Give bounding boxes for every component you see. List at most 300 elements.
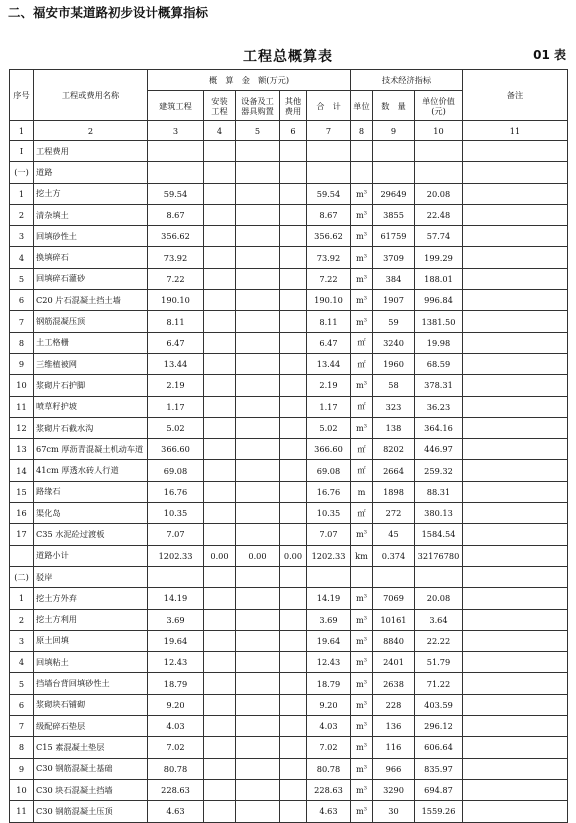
equipment-cell: [236, 439, 280, 460]
seq-cell: 5: [10, 673, 34, 694]
seq-cell: 8: [10, 332, 34, 353]
install-cell: [204, 204, 236, 225]
unit-text: ㎡: [357, 443, 366, 454]
table-row: [10, 417, 568, 438]
other-cell: [280, 226, 307, 247]
construction-cell: 18.79: [148, 673, 204, 694]
remark-cell: [463, 566, 568, 587]
install-cell: [204, 566, 236, 587]
quantity-cell: 1907: [373, 290, 415, 311]
unit-text: m: [356, 188, 364, 199]
other-cell: [280, 417, 307, 438]
equipment-cell: [236, 226, 280, 247]
equipment-cell: [236, 503, 280, 524]
other-cell: [280, 162, 307, 183]
unit-price-cell: 188.01: [415, 268, 463, 289]
col-number: 10: [415, 121, 463, 141]
other-cell: [280, 268, 307, 289]
seq-cell: 2: [10, 204, 34, 225]
unit-text: m: [356, 657, 364, 668]
equipment-cell: [236, 524, 280, 545]
table-row: [10, 183, 568, 204]
name-cell: 回填粘土: [34, 652, 148, 673]
remark-cell: [463, 439, 568, 460]
other-cell: [280, 588, 307, 609]
name-cell: 67cm 厚沥青混凝土机动车道: [34, 439, 148, 460]
name-cell: 喷草籽护坡: [34, 396, 148, 417]
install-cell: [204, 673, 236, 694]
seq-cell: [10, 545, 34, 566]
unit-text: m: [356, 210, 364, 221]
col-number: 11: [463, 121, 568, 141]
unit-cell: [351, 758, 373, 779]
unit-price-cell: 19.98: [415, 332, 463, 353]
remark-cell: [463, 630, 568, 651]
total-cell: 9.20: [307, 694, 351, 715]
name-cell: 浆砌块石铺砌: [34, 694, 148, 715]
unit-price-cell: 380.13: [415, 503, 463, 524]
quantity-cell: 2664: [373, 460, 415, 481]
unit-superscript: 3: [363, 742, 367, 749]
col-number: 6: [280, 121, 307, 141]
name-cell: 回填碎石灌砂: [34, 268, 148, 289]
unit-superscript: 3: [363, 700, 367, 707]
equipment-cell: [236, 630, 280, 651]
seq-cell: 10: [10, 375, 34, 396]
quantity-cell: 2401: [373, 652, 415, 673]
seq-cell: (一): [10, 162, 34, 183]
total-cell: [307, 566, 351, 587]
table-row: [10, 162, 568, 183]
unit-price-cell: 378.31: [415, 375, 463, 396]
unit-price-cell: 51.79: [415, 652, 463, 673]
unit-text: m: [356, 763, 364, 774]
remark-cell: [463, 694, 568, 715]
other-cell: [280, 396, 307, 417]
quantity-cell: 8840: [373, 630, 415, 651]
unit-cell: [351, 609, 373, 630]
remark-cell: [463, 353, 568, 374]
install-cell: [204, 694, 236, 715]
seq-cell: Ⅰ: [10, 141, 34, 162]
construction-cell: 73.92: [148, 247, 204, 268]
equipment-cell: [236, 332, 280, 353]
unit-price-cell: [415, 141, 463, 162]
other-cell: [280, 801, 307, 822]
quantity-cell: 59: [373, 311, 415, 332]
unit-superscript: 3: [363, 636, 367, 643]
unit-text: m: [356, 273, 364, 284]
name-cell: C15 素混凝土垫层: [34, 737, 148, 758]
unit-text: m: [356, 721, 364, 732]
total-cell: 8.11: [307, 311, 351, 332]
total-cell: 13.44: [307, 353, 351, 374]
construction-cell: 6.47: [148, 332, 204, 353]
seq-cell: 9: [10, 758, 34, 779]
name-cell: C30 块石混凝土挡墙: [34, 779, 148, 800]
name-cell: 工程费用: [34, 141, 148, 162]
unit-text: m: [356, 231, 364, 242]
name-cell: 原土回填: [34, 630, 148, 651]
table-row: [10, 353, 568, 374]
quantity-cell: 7069: [373, 588, 415, 609]
construction-cell: 2.19: [148, 375, 204, 396]
other-cell: [280, 290, 307, 311]
unit-text: m: [356, 423, 364, 433]
seq-cell: 1: [10, 588, 34, 609]
unit-text: m: [356, 614, 364, 625]
unit-price-cell: 36.23: [415, 396, 463, 417]
install-cell: [204, 609, 236, 630]
install-cell: [204, 375, 236, 396]
construction-cell: [148, 162, 204, 183]
install-cell: [204, 630, 236, 651]
table-row: [10, 524, 568, 545]
table-row: [10, 141, 568, 162]
header-name: 工程或费用名称: [34, 70, 148, 121]
unit-text: km: [355, 550, 368, 561]
construction-cell: 190.10: [148, 290, 204, 311]
other-cell: [280, 204, 307, 225]
total-cell: 366.60: [307, 439, 351, 460]
remark-cell: [463, 545, 568, 566]
seq-cell: 7: [10, 716, 34, 737]
unit-price-cell: [415, 566, 463, 587]
unit-price-cell: 446.97: [415, 439, 463, 460]
name-cell: 挖土方利用: [34, 609, 148, 630]
remark-cell: [463, 311, 568, 332]
table-row: [10, 566, 568, 587]
unit-cell: [351, 268, 373, 289]
equipment-cell: [236, 566, 280, 587]
construction-cell: 69.08: [148, 460, 204, 481]
unit-text: m: [356, 252, 364, 263]
remark-cell: [463, 375, 568, 396]
unit-text: ㎡: [357, 358, 366, 369]
other-cell: [280, 652, 307, 673]
unit-cell: [351, 162, 373, 183]
table-row: [10, 545, 568, 566]
other-cell: [280, 460, 307, 481]
budget-table: [9, 69, 568, 823]
equipment-cell: [236, 481, 280, 502]
table-body: [10, 141, 568, 823]
total-cell: 1.17: [307, 396, 351, 417]
col-number: 1: [10, 121, 34, 141]
unit-superscript: 3: [363, 189, 367, 195]
name-cell: 挖土方外弃: [34, 588, 148, 609]
other-cell: [280, 141, 307, 162]
construction-cell: 8.67: [148, 204, 204, 225]
unit-price-cell: 694.87: [415, 779, 463, 800]
unit-superscript: 3: [363, 657, 367, 664]
unit-text: m: [356, 678, 364, 689]
unit-superscript: 3: [363, 593, 367, 600]
total-cell: 18.79: [307, 673, 351, 694]
install-cell: [204, 758, 236, 779]
install-cell: [204, 716, 236, 737]
quantity-cell: [373, 141, 415, 162]
col-number: 9: [373, 121, 415, 141]
equipment-cell: [236, 204, 280, 225]
seq-cell: 13: [10, 439, 34, 460]
remark-cell: [463, 332, 568, 353]
table-row: [10, 588, 568, 609]
total-cell: 356.62: [307, 226, 351, 247]
equipment-cell: [236, 290, 280, 311]
table-row: [10, 439, 568, 460]
total-cell: 7.07: [307, 524, 351, 545]
other-cell: [280, 311, 307, 332]
install-cell: [204, 588, 236, 609]
other-cell: [280, 630, 307, 651]
seq-cell: 16: [10, 503, 34, 524]
total-cell: 190.10: [307, 290, 351, 311]
remark-cell: [463, 290, 568, 311]
remark-cell: [463, 247, 568, 268]
unit-superscript: 3: [363, 614, 367, 621]
unit-superscript: 3: [363, 231, 367, 238]
unit-price-cell: 996.84: [415, 290, 463, 311]
remark-cell: [463, 801, 568, 822]
unit-cell: [351, 226, 373, 247]
unit-cell: [351, 566, 373, 587]
remark-cell: [463, 268, 568, 289]
unit-cell: [351, 375, 373, 396]
quantity-cell: 966: [373, 758, 415, 779]
construction-cell: 16.76: [148, 481, 204, 502]
total-cell: 3.69: [307, 609, 351, 630]
name-cell: 钢筋混凝压顶: [34, 311, 148, 332]
table-row: [10, 290, 568, 311]
unit-superscript: 3: [363, 678, 367, 685]
name-cell: 驳岸: [34, 566, 148, 587]
col-number: 7: [307, 121, 351, 141]
quantity-cell: 116: [373, 737, 415, 758]
seq-cell: 14: [10, 460, 34, 481]
quantity-cell: 1898: [373, 481, 415, 502]
install-cell: [204, 652, 236, 673]
seq-cell: 10: [10, 779, 34, 800]
seq-cell: 15: [10, 481, 34, 502]
table-row: [10, 801, 568, 822]
name-cell: 浆砌片石截水沟: [34, 417, 148, 438]
construction-cell: 4.63: [148, 801, 204, 822]
equipment-cell: [236, 779, 280, 800]
unit-cell: [351, 503, 373, 524]
equipment-cell: [236, 396, 280, 417]
seq-cell: 4: [10, 247, 34, 268]
unit-cell: [351, 332, 373, 353]
quantity-cell: 58: [373, 375, 415, 396]
column-number-row: [10, 121, 568, 141]
total-cell: 19.64: [307, 630, 351, 651]
equipment-cell: [236, 311, 280, 332]
total-cell: [307, 162, 351, 183]
name-cell: C30 钢筋混凝土基础: [34, 758, 148, 779]
table-row: [10, 311, 568, 332]
install-cell: [204, 332, 236, 353]
equipment-cell: [236, 417, 280, 438]
name-cell: 挖土方: [34, 183, 148, 204]
total-cell: 2.19: [307, 375, 351, 396]
unit-cell: [351, 801, 373, 822]
total-cell: 5.02: [307, 417, 351, 438]
construction-cell: 10.35: [148, 503, 204, 524]
other-cell: [280, 353, 307, 374]
unit-cell: [351, 737, 373, 758]
other-cell: [280, 716, 307, 737]
install-cell: [204, 353, 236, 374]
remark-cell: [463, 204, 568, 225]
table-row: [10, 694, 568, 715]
name-cell: 道路: [34, 162, 148, 183]
unit-price-cell: 20.08: [415, 588, 463, 609]
name-cell: 三维植被网: [34, 353, 148, 374]
seq-cell: 11: [10, 396, 34, 417]
unit-price-cell: 364.16: [415, 417, 463, 438]
install-cell: [204, 481, 236, 502]
construction-cell: 5.02: [148, 417, 204, 438]
install-cell: [204, 524, 236, 545]
seq-cell: 11: [10, 801, 34, 822]
unit-price-cell: 1559.26: [415, 801, 463, 822]
quantity-cell: 2638: [373, 673, 415, 694]
header-remark: 备注: [463, 70, 568, 121]
quantity-cell: 1960: [373, 353, 415, 374]
quantity-cell: 323: [373, 396, 415, 417]
install-cell: 0.00: [204, 545, 236, 566]
other-cell: [280, 375, 307, 396]
table-row: [10, 375, 568, 396]
equipment-cell: [236, 353, 280, 374]
unit-text: m: [356, 806, 364, 817]
remark-cell: [463, 460, 568, 481]
install-cell: [204, 439, 236, 460]
total-cell: 6.47: [307, 332, 351, 353]
equipment-cell: [236, 737, 280, 758]
header-unit: 单位: [351, 91, 373, 121]
unit-cell: [351, 716, 373, 737]
quantity-cell: 0.374: [373, 545, 415, 566]
table-row: [10, 247, 568, 268]
unit-price-cell: 20.08: [415, 183, 463, 204]
construction-cell: 7.07: [148, 524, 204, 545]
name-cell: 浆砌片石护脚: [34, 375, 148, 396]
construction-cell: 4.03: [148, 716, 204, 737]
equipment-cell: [236, 652, 280, 673]
remark-cell: [463, 737, 568, 758]
seq-cell: 8: [10, 737, 34, 758]
unit-text: m: [356, 529, 364, 540]
unit-text: m: [356, 742, 364, 753]
install-cell: [204, 503, 236, 524]
remark-cell: [463, 481, 568, 502]
header-seq: 序号: [10, 70, 34, 121]
seq-cell: 1: [10, 183, 34, 204]
other-cell: [280, 481, 307, 502]
quantity-cell: 8202: [373, 439, 415, 460]
unit-cell: [351, 204, 373, 225]
col-number: 4: [204, 121, 236, 141]
seq-cell: 7: [10, 311, 34, 332]
install-cell: [204, 417, 236, 438]
name-cell: C35 水泥砼过渡板: [34, 524, 148, 545]
equipment-cell: [236, 588, 280, 609]
total-cell: 16.76: [307, 481, 351, 502]
unit-superscript: 3: [363, 252, 367, 259]
total-cell: [307, 141, 351, 162]
construction-cell: 3.69: [148, 609, 204, 630]
name-cell: 级配碎石垫层: [34, 716, 148, 737]
table-row: [10, 652, 568, 673]
quantity-cell: 138: [373, 417, 415, 438]
quantity-cell: 10161: [373, 609, 415, 630]
total-cell: 12.43: [307, 652, 351, 673]
remark-cell: [463, 652, 568, 673]
name-cell: C20 片石混凝土挡土墙: [34, 290, 148, 311]
total-cell: 59.54: [307, 183, 351, 204]
other-cell: 0.00: [280, 545, 307, 566]
unit-cell: [351, 183, 373, 204]
quantity-cell: 136: [373, 716, 415, 737]
remark-cell: [463, 141, 568, 162]
unit-cell: [351, 247, 373, 268]
construction-cell: 366.60: [148, 439, 204, 460]
equipment-cell: [236, 716, 280, 737]
unit-cell: [351, 481, 373, 502]
quantity-cell: 29649: [373, 183, 415, 204]
unit-text: ㎡: [357, 401, 366, 412]
remark-cell: [463, 673, 568, 694]
col-number: 2: [34, 121, 148, 141]
unit-price-cell: 71.22: [415, 673, 463, 694]
col-number: 5: [236, 121, 280, 141]
quantity-cell: 45: [373, 524, 415, 545]
header-other: 其他 费用: [280, 91, 307, 121]
unit-price-cell: 57.74: [415, 226, 463, 247]
table-number: 01 表: [533, 48, 566, 62]
header-tech-group: 技术经济指标: [351, 70, 463, 91]
unit-cell: [351, 439, 373, 460]
name-cell: C30 钢筋混凝土压顶: [34, 801, 148, 822]
unit-superscript: 3: [363, 295, 367, 302]
quantity-cell: 3709: [373, 247, 415, 268]
install-cell: [204, 247, 236, 268]
unit-superscript: 3: [363, 423, 367, 430]
table-row: [10, 737, 568, 758]
unit-cell: [351, 460, 373, 481]
install-cell: [204, 183, 236, 204]
other-cell: [280, 673, 307, 694]
construction-cell: 7.02: [148, 737, 204, 758]
other-cell: [280, 524, 307, 545]
equipment-cell: [236, 247, 280, 268]
remark-cell: [463, 226, 568, 247]
install-cell: [204, 226, 236, 247]
quantity-cell: 3290: [373, 779, 415, 800]
table-row: [10, 609, 568, 630]
unit-cell: [351, 417, 373, 438]
construction-cell: 19.64: [148, 630, 204, 651]
header-quantity: 数 量: [373, 91, 415, 121]
seq-cell: 4: [10, 652, 34, 673]
total-cell: 14.19: [307, 588, 351, 609]
table-row: [10, 396, 568, 417]
other-cell: [280, 439, 307, 460]
name-cell: 回填砂性土: [34, 226, 148, 247]
install-cell: [204, 737, 236, 758]
